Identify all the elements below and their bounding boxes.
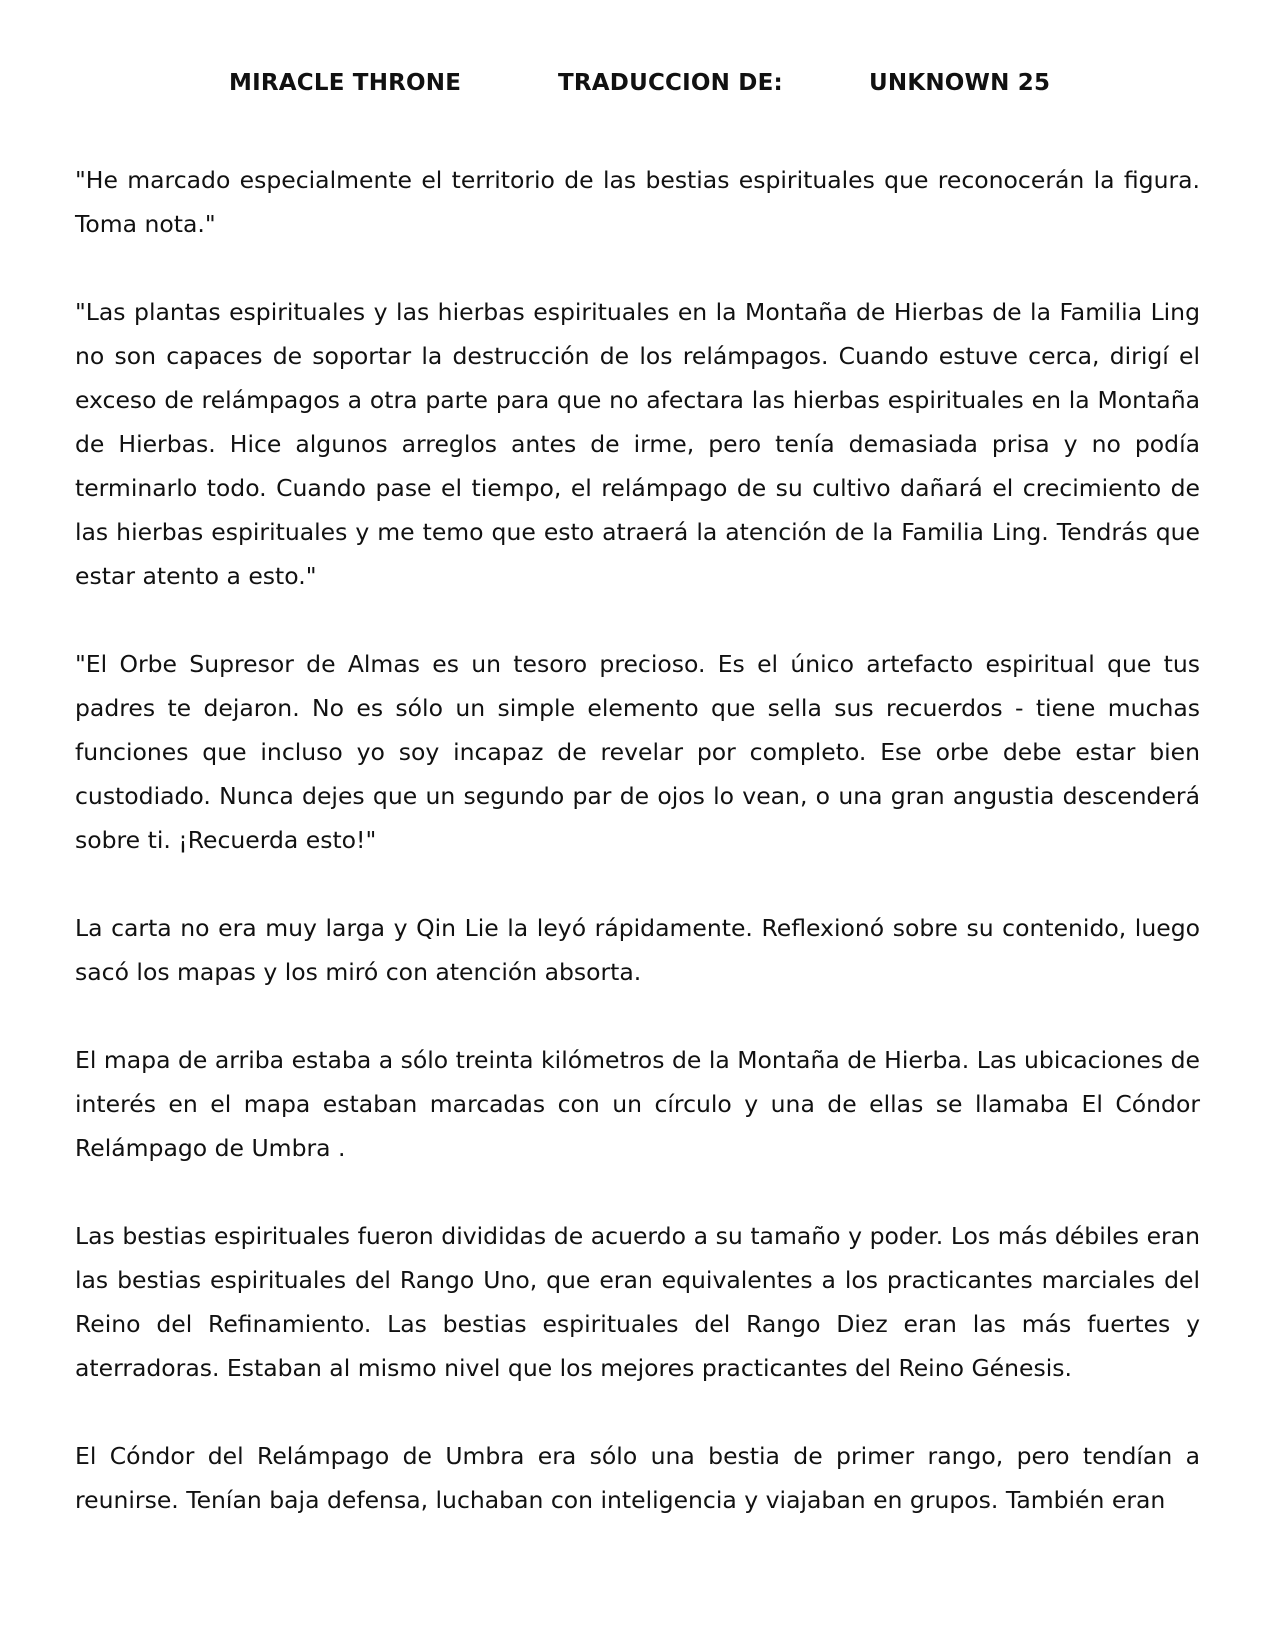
paragraph-4: La carta no era muy larga y Qin Lie la leyó rápidamente. Reflexionó sobre su contenido, luego sacó los mapas y los miró con atención absorta. xyxy=(75,914,1200,986)
paragraph-7: El Cóndor del Relámpago de Umbra era sólo una bestia de primer rango, pero tendían a reunirse. Tenían baja defensa, luchaban con inteligencia y viajaban en grupos. También eran xyxy=(75,1442,1200,1514)
paragraph-1: "He marcado especialmente el territorio de las bestias espirituales que reconocerán la figura. Toma nota." xyxy=(75,166,1200,238)
translation-label: TRADUCCION DE: xyxy=(558,70,783,96)
paragraph-5: El mapa de arriba estaba a sólo treinta kilómetros de la Montaña de Hierba. Las ubicaciones de interés en el mapa estaban marcadas con un círculo y una de ellas se llamaba El Cóndor Relámpago de Umbra . xyxy=(75,1046,1200,1162)
novel-title: MIRACLE THRONE xyxy=(229,70,462,96)
document-body xyxy=(75,158,1200,1566)
page-header xyxy=(0,70,1275,110)
paragraph-2: "Las plantas espirituales y las hierbas espirituales en la Montaña de Hierbas de la Familia Ling no son capaces de soportar la destrucción de los relámpagos. Cuando estuve cerca, dirigí el exceso de relámpagos a otra parte para que no afectara las hierbas espirituales en la Montaña de Hierbas. Hice algunos arreglos antes de irme, pero tenía demasiada prisa y no podía terminarlo todo. Cuando pase el tiempo, el relámpago de su cultivo dañará el crecimiento de las hierbas espirituales y me temo que esto atraerá la atención de la Familia Ling. Tendrás que estar atento a esto." xyxy=(75,298,1200,590)
translator-name: UNKNOWN 25 xyxy=(869,70,1051,96)
paragraph-6: Las bestias espirituales fueron divididas de acuerdo a su tamaño y poder. Los más débiles eran las bestias espirituales del Rango Uno, que eran equivalentes a los practicantes marciales del Reino del Refinamiento. Las bestias espirituales del Rango Diez eran las más fuertes y aterradoras. Estaban al mismo nivel que los mejores practicantes del Reino Génesis. xyxy=(75,1222,1200,1382)
paragraph-3: "El Orbe Supresor de Almas es un tesoro precioso. Es el único artefacto espiritual que tus padres te dejaron. No es sólo un simple elemento que sella sus recuerdos - tiene muchas funciones que incluso yo soy incapaz de revelar por completo. Ese orbe debe estar bien custodiado. Nunca dejes que un segundo par de ojos lo vean, o una gran angustia descenderá sobre ti. ¡Recuerda esto!" xyxy=(75,650,1200,854)
